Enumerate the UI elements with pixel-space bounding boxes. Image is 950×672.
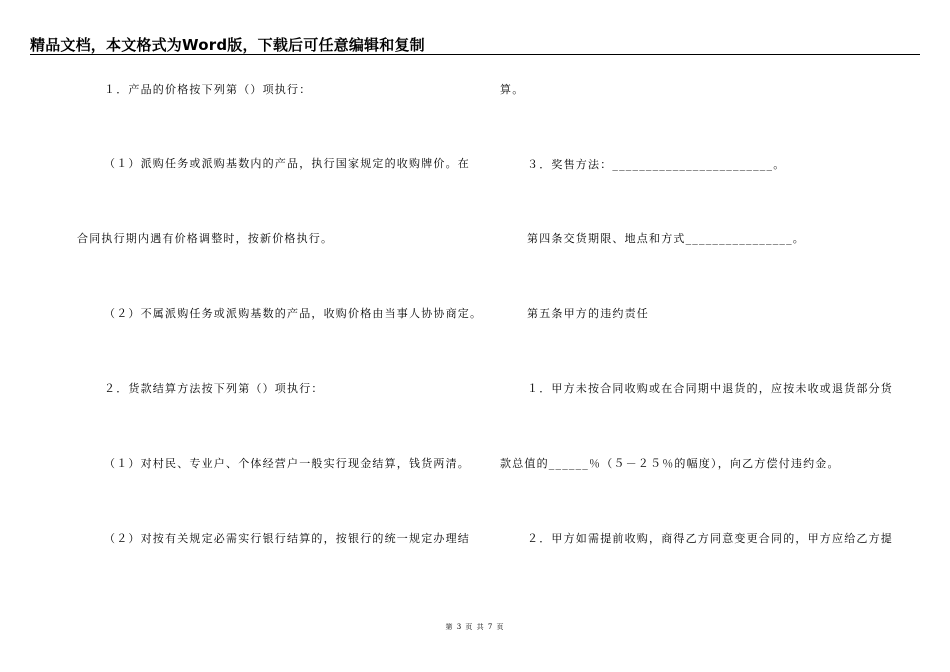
right-line-3: 第四条交货期限、地点和方式________________。 — [527, 232, 805, 245]
right-line-6: 款总值的______％（５－２５％的幅度），向乙方偿付违约金。 — [500, 457, 840, 470]
left-line-2: （１）派购任务或派购基数内的产品，执行国家规定的收购牌价。在 — [104, 157, 470, 170]
left-line-6: （１）对村民、专业户、个体经营户一般实行现金结算，钱货两清。 — [104, 457, 470, 470]
right-line-7: ２．甲方如需提前收购，商得乙方同意变更合同的，甲方应给乙方提 — [527, 532, 893, 545]
right-line-4: 第五条甲方的违约责任 — [527, 307, 649, 320]
right-line-5: １．甲方未按合同收购或在合同期中退货的，应按未收或退货部分货 — [527, 382, 893, 395]
left-line-7: （２）对按有关规定必需实行银行结算的，按银行的统一规定办理结 — [104, 532, 470, 545]
left-line-1: １．产品的价格按下列第（）项执行： — [104, 83, 312, 96]
page-number: 第 3 页 共 7 页 — [445, 623, 505, 631]
left-line-3: 合同执行期内遇有价格调整时，按新价格执行。 — [77, 232, 334, 245]
right-line-1: 算。 — [500, 83, 525, 96]
left-line-4: （２）不属派购任务或派购基数的产品，收购价格由当事人协协商定。 — [104, 307, 483, 320]
document-header: 精品文档，本文格式为Word版，下载后可任意编辑和复制 — [30, 36, 425, 54]
right-line-2: ３．奖售方法：________________________。 — [527, 158, 786, 171]
left-line-5: ２．货款结算方法按下列第（）项执行： — [104, 382, 324, 395]
